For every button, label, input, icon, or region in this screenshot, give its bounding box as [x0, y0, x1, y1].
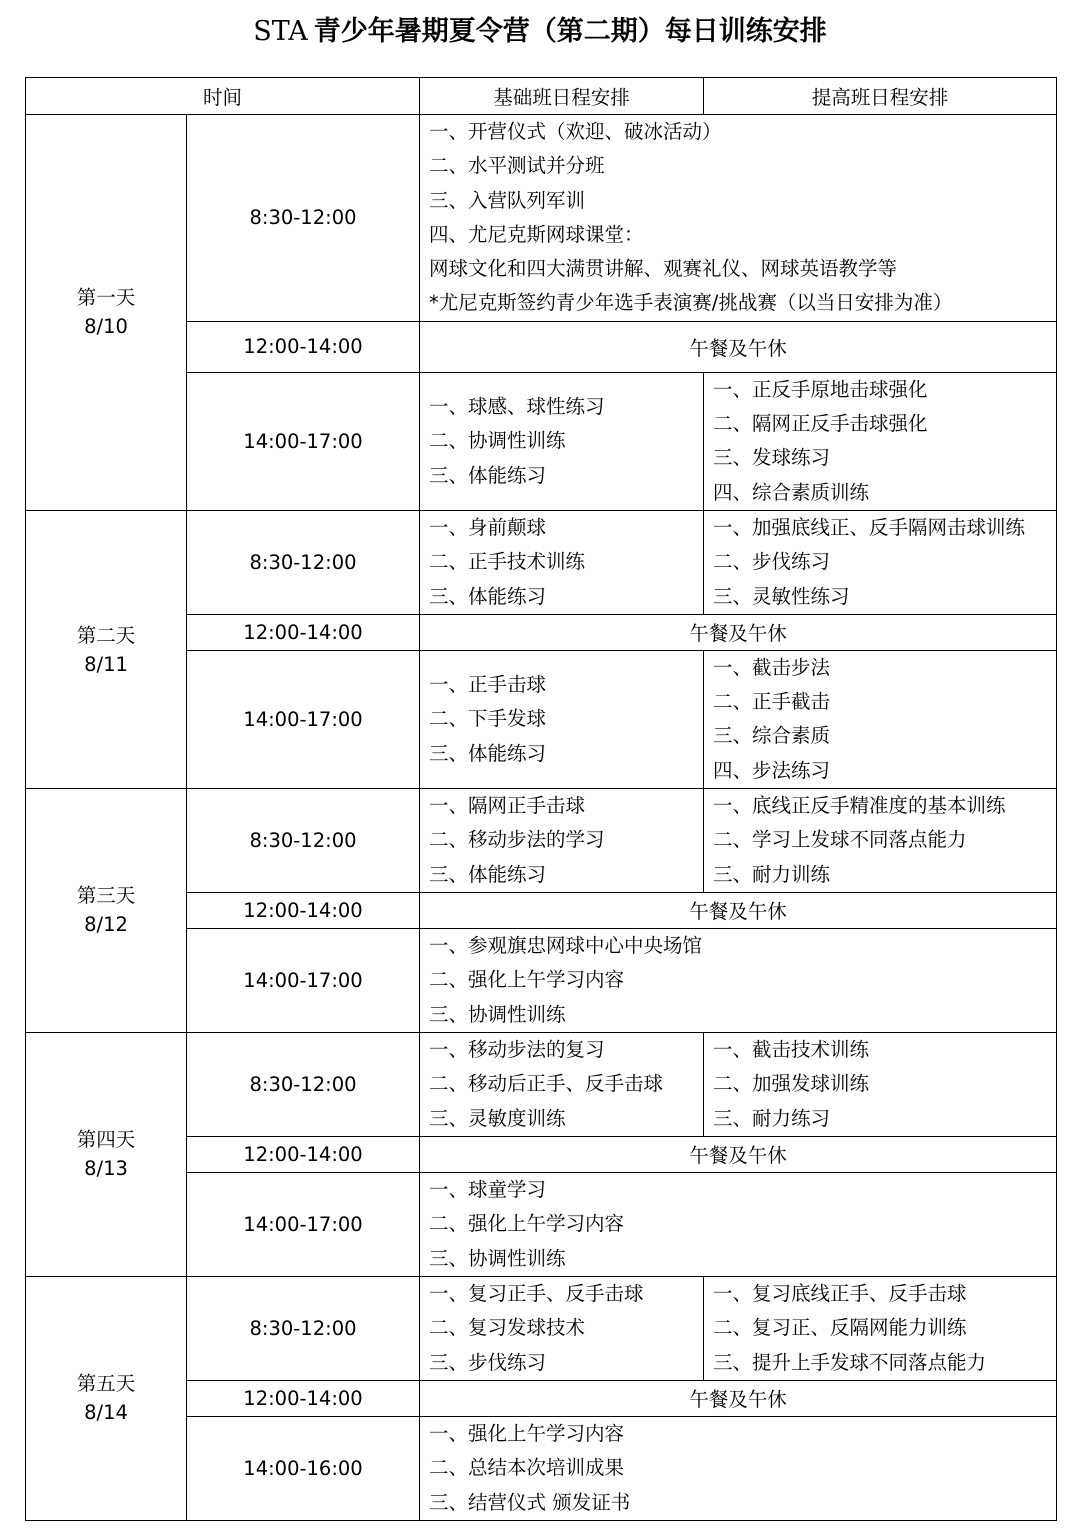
list-item: 二、下手发球 [429, 707, 547, 731]
time-cell: 14:00-17:00 [187, 1172, 420, 1276]
header-basic: 基础班日程安排 [420, 78, 704, 115]
lunch-cell: 午餐及午休 [420, 614, 1057, 650]
basic-schedule-cell [420, 1276, 704, 1380]
header-time: 时间 [26, 78, 420, 115]
table-row [26, 115, 1057, 322]
schedule-table [25, 77, 1057, 1521]
list-item: 三、发球练习 [713, 446, 831, 470]
time-cell: 8:30-12:00 [187, 510, 420, 614]
time-cell: 12:00-14:00 [187, 1380, 420, 1416]
basic-schedule-cell [420, 1032, 704, 1136]
time-cell: 8:30-12:00 [187, 789, 420, 893]
list-item: 一、参观旗忠网球中心中央场馆 [429, 933, 703, 957]
list-item: 一、球童学习 [429, 1177, 547, 1201]
day-label: 第五天 [76, 1372, 136, 1396]
lunch-cell: 午餐及午休 [420, 1380, 1057, 1416]
list-item: 一、复习正手、反手击球 [429, 1281, 644, 1305]
day-label: 第三天 [76, 884, 136, 908]
time-cell: 8:30-12:00 [187, 115, 420, 322]
merged-schedule-cell [420, 1416, 1057, 1520]
advanced-schedule-cell [704, 650, 1057, 788]
list-item: 一、隔网正手击球 [429, 794, 586, 818]
list-item: 三、步伐练习 [429, 1350, 547, 1374]
list-item: 二、正手截击 [713, 690, 831, 714]
merged-schedule-cell [420, 1172, 1057, 1276]
list-item: 二、水平测试并分班 [429, 154, 605, 178]
list-item: 二、加强发球训练 [713, 1072, 870, 1096]
merged-schedule-cell [420, 115, 1057, 322]
list-item: 网球文化和四大满贯讲解、观赛礼仪、网球英语教学等 [429, 257, 898, 281]
basic-schedule-cell [420, 650, 704, 788]
header-advanced: 提高班日程安排 [704, 78, 1057, 115]
time-cell: 14:00-16:00 [187, 1416, 420, 1520]
table-row [26, 1276, 1057, 1380]
list-item: 四、综合素质训练 [713, 480, 870, 504]
time-cell: 8:30-12:00 [187, 1032, 420, 1136]
title-text: 青少年暑期夏令营（第二期）每日训练安排 [313, 16, 827, 47]
list-item: 二、移动后正手、反手击球 [429, 1072, 664, 1096]
day-date: 8/10 [84, 315, 128, 339]
list-item: 二、强化上午学习内容 [429, 968, 625, 992]
list-item: 二、总结本次培训成果 [429, 1456, 625, 1480]
list-item: 三、提升上手发球不同落点能力 [713, 1350, 987, 1374]
list-item: 二、步伐练习 [713, 550, 831, 574]
day-cell [26, 115, 187, 511]
day-cell [26, 1032, 187, 1276]
list-item: 一、正反手原地击球强化 [713, 377, 928, 401]
day-date: 8/11 [84, 652, 128, 676]
list-item: 二、协调性训练 [429, 429, 566, 453]
list-item: 二、移动步法的学习 [429, 828, 605, 852]
table-row [26, 1032, 1057, 1136]
day-date: 8/14 [84, 1401, 128, 1425]
list-item: 一、加强底线正、反手隔网击球训练 [713, 515, 1026, 539]
list-item: 三、体能练习 [429, 741, 547, 765]
list-item: 三、结营仪式 颁发证书 [429, 1490, 631, 1514]
list-item: 一、开营仪式（欢迎、破冰活动） [429, 120, 722, 143]
time-cell: 14:00-17:00 [187, 372, 420, 510]
advanced-schedule-cell [704, 510, 1057, 614]
list-item: 三、协调性训练 [429, 1246, 566, 1270]
list-item: *尤尼克斯签约青少年选手表演赛/挑战赛（以当日安排为准） [429, 291, 953, 315]
advanced-schedule-cell [704, 1032, 1057, 1136]
day-label: 第二天 [76, 623, 136, 647]
list-item: 三、体能练习 [429, 463, 547, 487]
time-cell: 12:00-14:00 [187, 892, 420, 928]
list-item: 二、复习发球技术 [429, 1316, 586, 1340]
lunch-cell: 午餐及午休 [420, 892, 1057, 928]
advanced-schedule-cell [704, 789, 1057, 893]
time-cell: 8:30-12:00 [187, 1276, 420, 1380]
header-row [26, 78, 1057, 115]
list-item: 三、灵敏性练习 [713, 584, 850, 608]
lunch-cell: 午餐及午休 [420, 321, 1057, 372]
advanced-schedule-cell [704, 372, 1057, 510]
list-item: 一、截击技术训练 [713, 1037, 870, 1061]
list-item: 三、入营队列军训 [429, 188, 586, 212]
list-item: 一、身前颠球 [429, 515, 547, 539]
time-cell: 14:00-17:00 [187, 928, 420, 1032]
list-item: 二、学习上发球不同落点能力 [713, 828, 967, 852]
basic-schedule-cell [420, 372, 704, 510]
list-item: 三、体能练习 [429, 862, 547, 886]
list-item: 四、步法练习 [713, 758, 831, 782]
day-cell [26, 510, 187, 788]
list-item: 三、综合素质 [713, 724, 831, 748]
list-item: 三、耐力练习 [713, 1106, 831, 1130]
list-item: 二、复习正、反隔网能力训练 [713, 1316, 967, 1340]
list-item: 二、正手技术训练 [429, 550, 586, 574]
list-item: 一、移动步法的复习 [429, 1037, 605, 1061]
list-item: 二、强化上午学习内容 [429, 1212, 625, 1236]
time-cell: 12:00-14:00 [187, 614, 420, 650]
merged-schedule-cell [420, 928, 1057, 1032]
day-cell [26, 1276, 187, 1520]
list-item: 三、灵敏度训练 [429, 1106, 566, 1130]
lunch-cell: 午餐及午休 [420, 1136, 1057, 1172]
list-item: 一、截击步法 [713, 655, 831, 679]
day-cell [26, 789, 187, 1033]
time-cell: 12:00-14:00 [187, 1136, 420, 1172]
list-item: 一、正手击球 [429, 673, 547, 696]
title-prefix: STA [253, 16, 308, 47]
day-date: 8/13 [84, 1157, 128, 1181]
list-item: 二、隔网正反手击球强化 [713, 412, 928, 436]
day-label: 第四天 [76, 1128, 136, 1152]
list-item: 一、复习底线正手、反手击球 [713, 1281, 967, 1305]
time-cell: 14:00-17:00 [187, 650, 420, 788]
day-label: 第一天 [76, 286, 136, 310]
advanced-schedule-cell [704, 1276, 1057, 1380]
basic-schedule-cell [420, 789, 704, 893]
day-date: 8/12 [84, 913, 128, 937]
list-item: 一、球感、球性练习 [429, 394, 605, 418]
list-item: 一、强化上午学习内容 [429, 1421, 625, 1445]
basic-schedule-cell [420, 510, 704, 614]
list-item: 一、底线正反手精准度的基本训练 [713, 794, 1006, 818]
table-row [26, 789, 1057, 893]
list-item: 四、尤尼克斯网球课堂： [429, 222, 644, 246]
list-item: 三、耐力训练 [713, 862, 831, 886]
list-item: 三、协调性训练 [429, 1002, 566, 1026]
page-title [0, 14, 1080, 50]
list-item: 三、体能练习 [429, 584, 547, 608]
time-cell: 12:00-14:00 [187, 321, 420, 372]
table-row [26, 510, 1057, 614]
